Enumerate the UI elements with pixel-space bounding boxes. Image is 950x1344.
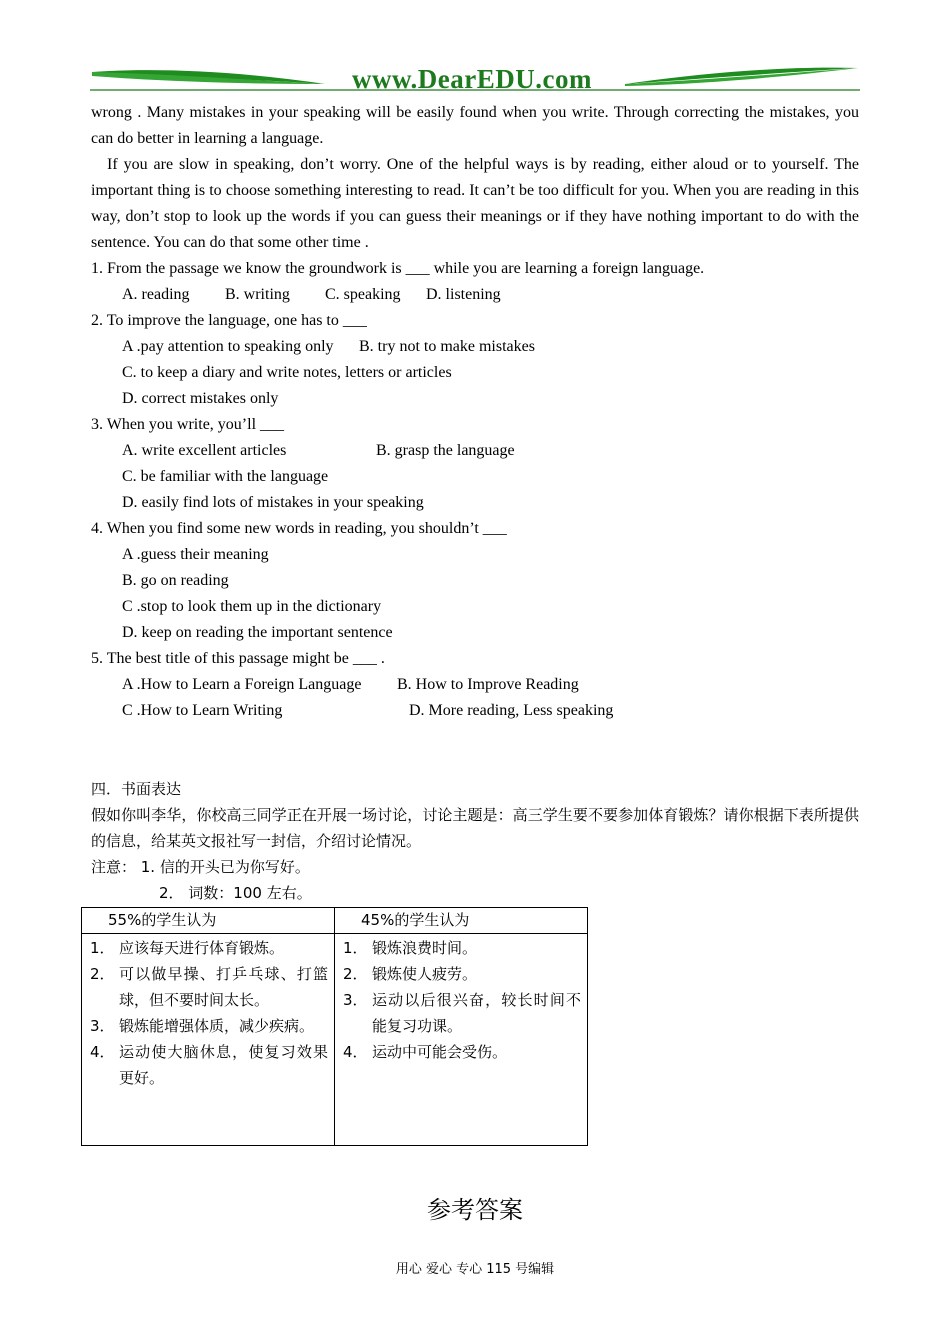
answer-title: 参考答案 — [427, 1196, 523, 1224]
question-2-option-b: B. try not to make mistakes — [359, 338, 535, 355]
list-item — [343, 987, 581, 1039]
question-2-option-d: D. correct mistakes only — [122, 390, 279, 407]
list-number: 4． — [90, 1043, 115, 1061]
table-right-cell — [335, 934, 588, 1146]
question-4-option-b: B. go on reading — [122, 572, 229, 589]
table-header-right: 45%的学生认为 — [335, 908, 588, 934]
question-5-option-c: C .How to Learn Writing — [122, 702, 283, 719]
question-2-option-a: A .pay attention to speaking only — [122, 338, 334, 355]
question-5-option-b: B. How to Improve Reading — [397, 676, 579, 693]
question-1-option-b: B. writing — [225, 286, 290, 303]
question-3-stem: 3. When you write, you’ll ___ — [91, 416, 285, 433]
list-text: 运动中可能会受伤。 — [372, 1043, 508, 1061]
list-text: 可以做早操、打乒乓球、打篮球，但不要时间太长。 — [119, 965, 328, 1009]
list-text: 锻炼浪费时间。 — [372, 939, 478, 957]
question-4-option-c: C .stop to look them up in the dictionary — [122, 598, 382, 615]
list-number: 3． — [90, 1017, 115, 1035]
list-text: 锻炼能增强体质，减少疾病。 — [119, 1017, 315, 1035]
question-3-option-c: C. be familiar with the language — [122, 468, 329, 485]
section-heading: 四．书面表达 — [91, 780, 182, 798]
list-text: 运动使大脑休息，使复习效果更好。 — [119, 1043, 328, 1087]
question-5-option-a: A .How to Learn a Foreign Language — [122, 676, 362, 693]
list-number: 4． — [343, 1043, 368, 1061]
list-text: 应该每天进行体育锻炼。 — [119, 939, 285, 957]
question-1-option-a: A. reading — [122, 286, 190, 303]
list-item — [343, 1039, 581, 1065]
question-4-option-a: A .guess their meaning — [122, 546, 269, 563]
question-3-option-d: D. easily find lots of mistakes in your speaking — [122, 494, 424, 511]
list-number: 2． — [90, 965, 115, 983]
site-url: www.DearEDU.com — [352, 64, 592, 94]
question-1-stem: 1. From the passage we know the groundwork is ___ while you are learning a foreign language. — [91, 260, 705, 277]
page-footer: 用心 爱心 专心 115 号编辑 — [395, 1262, 555, 1277]
list-item — [343, 935, 581, 961]
list-item — [90, 1039, 328, 1091]
writing-note-1: 注意： 1. 信的开头已为你写好。 — [91, 858, 310, 876]
table-left-cell — [82, 934, 335, 1146]
question-5-stem: 5. The best title of this passage might be ___ . — [91, 650, 385, 667]
header-banner — [90, 62, 860, 96]
list-text: 锻炼使人疲劳。 — [372, 965, 478, 983]
question-2-stem: 2. To improve the language, one has to ___ — [91, 312, 367, 329]
question-3-option-b: B. grasp the language — [376, 442, 515, 459]
question-1-option-c: C. speaking — [325, 286, 401, 303]
question-1-option-d: D. listening — [426, 286, 501, 303]
list-number: 2． — [343, 965, 368, 983]
question-4-stem: 4. When you find some new words in reading, you shouldn’t ___ — [91, 520, 507, 537]
list-number: 3． — [343, 991, 368, 1009]
list-text: 运动以后很兴奋，较长时间不能复习功课。 — [372, 991, 581, 1035]
writing-prompt: 假如你叫李华，你校高三同学正在开展一场讨论，讨论主题是：高三学生要不要参加体育锻炼？请你根据下表所提供的信息，给某英文报社写一封信，介绍讨论情况。 — [91, 806, 859, 850]
passage-paragraph-1: wrong . Many mistakes in your speaking will be easily found when you write. Through correcting the mistakes, you can do better in learning a language. — [91, 104, 859, 147]
list-number: 1． — [90, 939, 115, 957]
list-number: 1． — [343, 939, 368, 957]
question-5-option-d: D. More reading, Less speaking — [409, 702, 614, 719]
list-item — [90, 935, 328, 961]
list-item — [343, 961, 581, 987]
opinion-table — [81, 907, 588, 1146]
question-4-option-d: D. keep on reading the important sentence — [122, 624, 393, 641]
writing-note-2: 2． 词数：100 左右。 — [159, 884, 312, 902]
passage-paragraph-2: If you are slow in speaking, don’t worry. One of the helpful ways is by reading, either aloud or to yourself. The important thing is to choose something interesting to read. It can’t be too difficult for you. When you are reading in this way, don’t stop to look up the words if you can guess their meanings or if they have nothing important to do with the sentence. You can do that some other time . — [91, 156, 859, 251]
table-header-left: 55%的学生认为 — [82, 908, 335, 934]
list-item — [90, 1013, 328, 1039]
question-3-option-a: A. write excellent articles — [122, 442, 287, 459]
list-item — [90, 961, 328, 1013]
question-2-option-c: C. to keep a diary and write notes, letters or articles — [122, 364, 452, 381]
